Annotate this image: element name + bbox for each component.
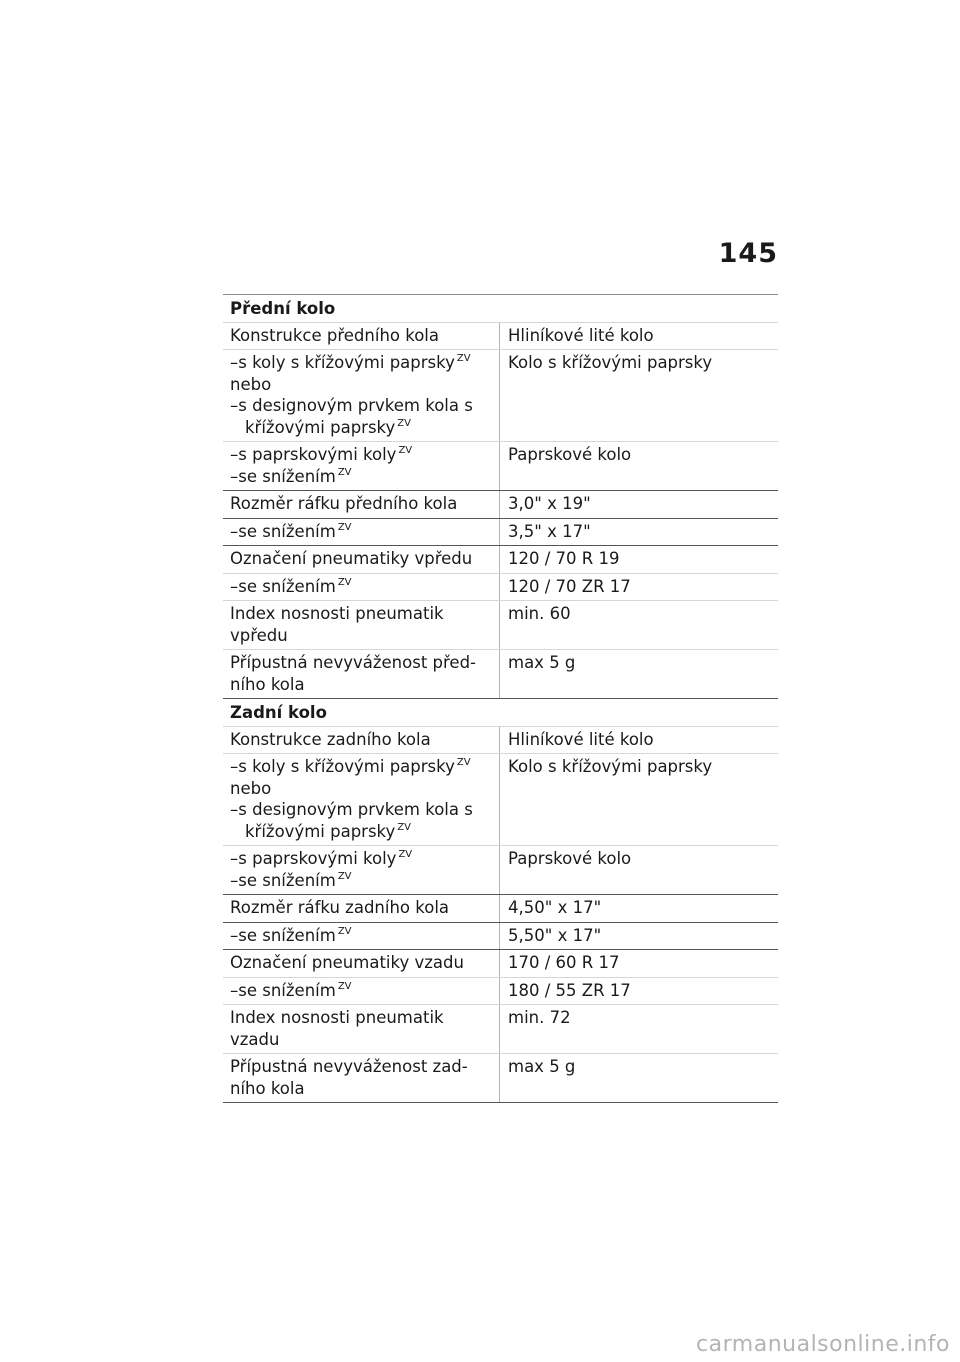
footnote-marker: ZV bbox=[398, 849, 413, 860]
table-row bbox=[223, 546, 778, 574]
spec-label: Konstrukce zadního kola bbox=[223, 727, 500, 754]
wheel-spec-table bbox=[223, 294, 778, 1103]
table-row bbox=[223, 978, 778, 1006]
section-header-rear bbox=[223, 699, 778, 727]
spec-value: Paprskové kolo bbox=[508, 849, 632, 868]
spec-value: 3,0" x 19" bbox=[508, 494, 591, 513]
spec-label: –se snížením $^{ZV}$ bbox=[223, 574, 500, 601]
spec-value: Hliníkové lité kolo bbox=[508, 325, 654, 345]
page-number: 145 bbox=[718, 238, 778, 269]
footnote-marker: ZV bbox=[456, 353, 471, 364]
spec-label: –s koly s křížovými paprsky $^{ZV}$ nebo –s designovým prvkem kola s křížovými paprsky $^{ZV}$ bbox=[223, 754, 500, 845]
footnote-marker: ZV bbox=[337, 521, 352, 533]
spec-value: 3,5" x 17" bbox=[508, 521, 591, 541]
table-row bbox=[223, 323, 778, 351]
spec-value: Kolo s křížovými paprsky bbox=[508, 353, 713, 372]
table-row bbox=[223, 650, 778, 699]
footnote-marker: ZV bbox=[337, 870, 352, 882]
spec-label: Index nosnosti pneumatik vzadu bbox=[223, 1005, 500, 1053]
table-row bbox=[223, 1054, 778, 1103]
spec-value: max 5 g bbox=[508, 1057, 576, 1076]
spec-label: Označení pneumatiky vzadu bbox=[223, 950, 500, 977]
spec-value: 4,50" x 17" bbox=[508, 898, 602, 917]
footnote-marker: ZV bbox=[337, 576, 352, 588]
table-row bbox=[223, 950, 778, 978]
spec-label: –s paprskovými koly $^{ZV}$ –se snížením $^{ZV}$ bbox=[223, 846, 500, 894]
spec-label: –se snížením $^{ZV}$ bbox=[223, 923, 500, 950]
spec-label: –se snížením $^{ZV}$ bbox=[223, 978, 500, 1005]
spec-label: –s koly s křížovými paprsky $^{ZV}$ nebo –s designovým prvkem kola s křížovými paprsky $^{ZV}$ bbox=[223, 350, 500, 441]
table-row bbox=[223, 923, 778, 951]
spec-value: Kolo s křížovými paprsky bbox=[508, 757, 713, 776]
spec-label: Konstrukce předního kola bbox=[223, 323, 500, 350]
footnote-marker: ZV bbox=[397, 417, 411, 429]
spec-label: Index nosnosti pneumatik vpředu bbox=[223, 601, 500, 649]
spec-value: 120 / 70 ZR 17 bbox=[508, 576, 631, 596]
spec-value: max 5 g bbox=[508, 653, 576, 672]
table-row bbox=[223, 895, 778, 923]
watermark: carmanualsonline.info bbox=[696, 1332, 950, 1357]
table-row bbox=[223, 491, 778, 519]
section-title: Přední kolo bbox=[230, 299, 336, 318]
table-row bbox=[223, 350, 778, 442]
spec-label: Přípustná nevyváženost před- ního kola bbox=[223, 650, 500, 698]
table-row bbox=[223, 601, 778, 650]
spec-value: Paprskové kolo bbox=[508, 445, 632, 464]
spec-label: –se snížením $^{ZV}$ bbox=[223, 519, 500, 546]
table-row bbox=[223, 1005, 778, 1054]
footnote-marker: ZV bbox=[456, 757, 471, 768]
section-header-front bbox=[223, 295, 778, 323]
spec-label: Označení pneumatiky vpředu bbox=[223, 546, 500, 573]
spec-value: 5,50" x 17" bbox=[508, 925, 602, 945]
spec-label: Přípustná nevyváženost zad- ního kola bbox=[223, 1054, 500, 1102]
footnote-marker: ZV bbox=[337, 925, 352, 937]
table-row bbox=[223, 754, 778, 846]
table-row bbox=[223, 727, 778, 755]
footnote-marker: ZV bbox=[397, 821, 411, 833]
spec-value: Hliníkové lité kolo bbox=[508, 729, 654, 749]
table-row bbox=[223, 519, 778, 547]
footnote-marker: ZV bbox=[337, 466, 352, 478]
table-row bbox=[223, 574, 778, 602]
spec-value: 180 / 55 ZR 17 bbox=[508, 980, 631, 1000]
spec-value: min. 72 bbox=[508, 1008, 571, 1027]
spec-value: min. 60 bbox=[508, 604, 571, 623]
spec-value: 120 / 70 R 19 bbox=[508, 549, 620, 568]
table-row bbox=[223, 442, 778, 491]
footnote-marker: ZV bbox=[337, 980, 352, 992]
spec-label: Rozměr ráfku zadního kola bbox=[223, 895, 500, 922]
table-row bbox=[223, 846, 778, 895]
spec-value: 170 / 60 R 17 bbox=[508, 953, 620, 972]
footnote-marker: ZV bbox=[398, 445, 413, 456]
spec-label: Rozměr ráfku předního kola bbox=[223, 491, 500, 518]
spec-label: –s paprskovými koly $^{ZV}$ –se snížením $^{ZV}$ bbox=[223, 442, 500, 490]
section-title: Zadní kolo bbox=[230, 703, 327, 722]
